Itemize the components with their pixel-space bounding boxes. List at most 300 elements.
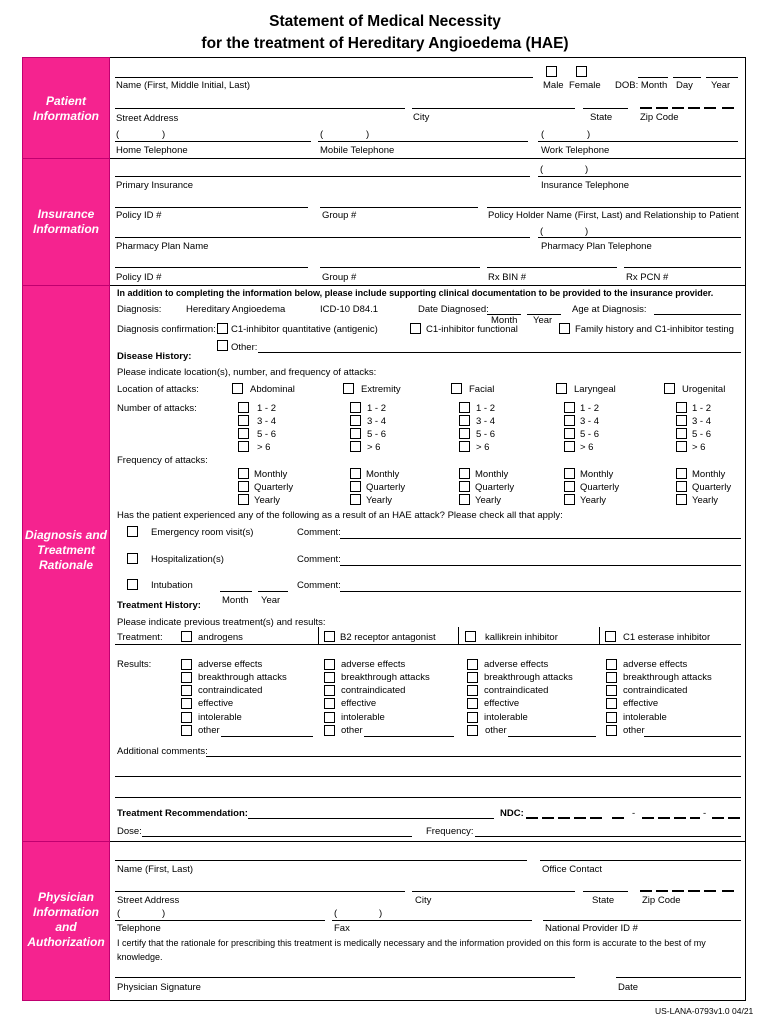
- zip-dash: [688, 107, 700, 109]
- result-option: effective: [198, 698, 234, 709]
- date-line[interactable]: [616, 977, 741, 978]
- physician-tel-label: Telephone: [117, 923, 161, 934]
- location-laryngeal-checkbox[interactable]: [556, 383, 567, 394]
- policy-id2-label: Policy ID #: [116, 272, 162, 283]
- mobile-tel-line[interactable]: [318, 141, 528, 142]
- result-option: other: [341, 725, 363, 736]
- npi-label: National Provider ID #: [545, 923, 638, 934]
- npi-line[interactable]: [543, 920, 741, 921]
- state-line[interactable]: [583, 108, 628, 109]
- result-option: breakthrough attacks: [484, 672, 573, 683]
- holder-label: Policy Holder Name (First, Last) and Relationship to Patient: [488, 210, 739, 221]
- number-option: 3 - 4: [580, 416, 600, 427]
- city-label: City: [413, 112, 430, 123]
- frequency-option: Yearly: [254, 495, 281, 506]
- paren: (: [540, 226, 544, 237]
- treatment-month-label: Month: [222, 595, 249, 606]
- frequency-option: Quarterly: [254, 482, 294, 493]
- day-label: Day: [676, 80, 693, 91]
- ndc-dash: [558, 817, 570, 819]
- location-extremity-label: Extremity: [361, 384, 401, 395]
- c1-quant-label: C1-inhibitor quantitative (antigenic): [231, 324, 378, 335]
- group-line[interactable]: [320, 207, 478, 208]
- results-label: Results:: [117, 659, 152, 670]
- indicate-text: Please indicate location(s), number, and frequency of attacks:: [117, 367, 377, 378]
- female-label: Female: [569, 80, 601, 91]
- holder-line[interactable]: [487, 207, 741, 208]
- additional-comments-label: Additional comments:: [117, 746, 208, 757]
- zip-dash: [656, 107, 668, 109]
- zip-dash: [640, 890, 652, 892]
- number-option: > 6: [257, 442, 271, 453]
- number-option: > 6: [476, 442, 490, 453]
- result-checkbox[interactable]: [181, 725, 192, 736]
- paren: ): [366, 129, 370, 140]
- section-divider: [108, 158, 746, 159]
- frequency-option: Quarterly: [366, 482, 406, 493]
- form-title: Statement of Medical Necessity: [269, 13, 501, 30]
- additional-comments-line[interactable]: [115, 776, 741, 777]
- treatment-year-line[interactable]: [258, 591, 288, 592]
- result-option: effective: [341, 698, 377, 709]
- diagnosis-label: Diagnosis:: [117, 304, 162, 315]
- office-contact-label: Office Contact: [542, 864, 603, 875]
- physician-street-line[interactable]: [115, 891, 405, 892]
- frequency-checkbox[interactable]: [350, 481, 361, 492]
- hosp-checkbox[interactable]: [127, 553, 138, 564]
- result-other-line[interactable]: [221, 736, 313, 737]
- result-option: adverse effects: [341, 659, 406, 670]
- physician-state-label: State: [592, 895, 615, 906]
- result-checkbox[interactable]: [606, 712, 617, 723]
- frequency-checkbox[interactable]: [459, 468, 470, 479]
- intro-text: In addition to completing the information below, please include supporting clinical documentation to be provided to the insurance provider.: [117, 288, 714, 298]
- signature-line[interactable]: [115, 977, 575, 978]
- physician-section-label: Physician Information and Authorization: [22, 841, 110, 1001]
- result-option: adverse effects: [484, 659, 549, 670]
- number-option: 1 - 2: [476, 403, 496, 414]
- number-checkbox[interactable]: [238, 428, 249, 439]
- number-checkbox[interactable]: [564, 441, 575, 452]
- age-line[interactable]: [654, 314, 741, 315]
- group-label: Group #: [322, 210, 357, 221]
- result-checkbox[interactable]: [467, 712, 478, 723]
- result-option: breakthrough attacks: [341, 672, 430, 683]
- frequency-option: Quarterly: [692, 482, 732, 493]
- result-checkbox[interactable]: [606, 659, 617, 670]
- number-checkbox[interactable]: [459, 402, 470, 413]
- c1-quant-checkbox[interactable]: [217, 323, 228, 334]
- policy-id-line[interactable]: [115, 207, 308, 208]
- paren: ): [162, 129, 166, 140]
- rx-bin-label: Rx BIN #: [488, 272, 527, 283]
- kallikrein-checkbox[interactable]: [465, 631, 476, 642]
- year-label: Year: [533, 315, 553, 326]
- dob-label: DOB: Month: [615, 80, 668, 91]
- c1-func-label: C1-inhibitor functional: [426, 324, 518, 335]
- result-checkbox[interactable]: [181, 712, 192, 723]
- insurance-section-label: Insurance Information: [22, 158, 110, 286]
- dose-label: Dose:: [117, 826, 142, 837]
- zip-dash: [672, 107, 684, 109]
- physician-zip-label: Zip Code: [642, 895, 681, 906]
- c1-esterase-checkbox[interactable]: [605, 631, 616, 642]
- paren: (: [540, 164, 544, 175]
- paren: (: [320, 129, 324, 140]
- state-label: State: [590, 112, 613, 123]
- zip-label: Zip Code: [640, 112, 679, 123]
- result-option: contraindicated: [484, 685, 549, 696]
- number-label: Number of attacks:: [117, 403, 197, 414]
- paren: ): [585, 226, 589, 237]
- year-label: Year: [711, 80, 731, 91]
- treatment-year-label: Year: [261, 595, 281, 606]
- city-line[interactable]: [412, 108, 575, 109]
- frequency-option: Yearly: [692, 495, 719, 506]
- policy-id2-line[interactable]: [115, 267, 308, 268]
- number-option: > 6: [367, 442, 381, 453]
- frequency-checkbox[interactable]: [564, 468, 575, 479]
- result-option: breakthrough attacks: [198, 672, 287, 683]
- location-abdominal-label: Abdominal: [250, 384, 295, 395]
- result-option: adverse effects: [623, 659, 688, 670]
- insurance-tel-label: Insurance Telephone: [541, 180, 630, 191]
- number-checkbox[interactable]: [238, 441, 249, 452]
- paren: ): [585, 164, 589, 175]
- primary-insurance-line[interactable]: [115, 176, 530, 177]
- additional-comments-line[interactable]: [206, 756, 741, 757]
- number-option: 5 - 6: [367, 429, 387, 440]
- paren: (: [334, 908, 338, 919]
- recommendation-label: Treatment Recommendation:: [117, 808, 248, 819]
- result-option: effective: [484, 698, 520, 709]
- result-checkbox[interactable]: [467, 659, 478, 670]
- result-option: intolerable: [623, 712, 667, 723]
- date-label: Date: [618, 982, 639, 993]
- ndc-dash: [526, 817, 538, 819]
- ndc-dash: [712, 817, 724, 819]
- frequency-option: Yearly: [366, 495, 393, 506]
- home-tel-line[interactable]: [115, 141, 311, 142]
- result-option: other: [198, 725, 220, 736]
- zip-dash: [640, 107, 652, 109]
- result-checkbox[interactable]: [324, 659, 335, 670]
- frequency-option: Quarterly: [475, 482, 515, 493]
- other-line[interactable]: [258, 352, 741, 353]
- frequency-option: Monthly: [580, 469, 614, 480]
- male-checkbox[interactable]: [546, 66, 557, 77]
- frequency-option: Monthly: [692, 469, 726, 480]
- number-option: 5 - 6: [692, 429, 712, 440]
- result-option: effective: [623, 698, 659, 709]
- result-option: contraindicated: [623, 685, 688, 696]
- paren: (: [116, 129, 120, 140]
- result-checkbox[interactable]: [606, 698, 617, 709]
- number-option: 3 - 4: [476, 416, 496, 427]
- frequency-checkbox[interactable]: [350, 494, 361, 505]
- diagnosis-value: Hereditary Angioedema: [186, 304, 286, 315]
- c1-esterase-label: C1 esterase inhibitor: [623, 632, 711, 643]
- signature-label: Physician Signature: [117, 982, 201, 993]
- result-checkbox[interactable]: [606, 672, 617, 683]
- result-other-line[interactable]: [644, 736, 741, 737]
- er-checkbox[interactable]: [127, 526, 138, 537]
- number-option: 1 - 2: [367, 403, 387, 414]
- b2-checkbox[interactable]: [324, 631, 335, 642]
- number-checkbox[interactable]: [564, 402, 575, 413]
- number-checkbox[interactable]: [459, 415, 470, 426]
- frequency-option: Monthly: [475, 469, 509, 480]
- rx-bin-line[interactable]: [487, 267, 617, 268]
- zip-dash: [704, 890, 716, 892]
- number-option: 3 - 4: [692, 416, 712, 427]
- result-option: contraindicated: [198, 685, 263, 696]
- frequency-checkbox[interactable]: [564, 481, 575, 492]
- ndc-dash: [542, 817, 554, 819]
- location-laryngeal-label: Laryngeal: [574, 384, 616, 395]
- number-checkbox[interactable]: [676, 402, 687, 413]
- pharmacy-plan-label: Pharmacy Plan Name: [116, 241, 209, 252]
- number-option: > 6: [692, 442, 706, 453]
- result-option: adverse effects: [198, 659, 263, 670]
- number-checkbox[interactable]: [459, 428, 470, 439]
- frequency-option: Quarterly: [580, 482, 620, 493]
- result-checkbox[interactable]: [324, 685, 335, 696]
- ndc-dash: [642, 817, 654, 819]
- intub-comment-line[interactable]: [340, 591, 741, 592]
- location-facial-checkbox[interactable]: [451, 383, 462, 394]
- treatment-row-line: [115, 644, 741, 645]
- form-subtitle: for the treatment of Hereditary Angioedema (HAE): [201, 35, 569, 52]
- result-checkbox[interactable]: [324, 712, 335, 723]
- ndc-separator: -: [703, 808, 707, 819]
- pharmacy-tel-line[interactable]: [538, 237, 741, 238]
- paren: (: [541, 129, 545, 140]
- physician-name-label: Name (First, Last): [117, 864, 194, 875]
- physician-city-label: City: [415, 895, 432, 906]
- disease-history-heading: Disease History:: [117, 351, 192, 362]
- location-urogenital-checkbox[interactable]: [664, 383, 675, 394]
- dob-month-line[interactable]: [638, 77, 668, 78]
- number-checkbox[interactable]: [564, 415, 575, 426]
- age-label: Age at Diagnosis:: [572, 304, 647, 315]
- number-option: 1 - 2: [692, 403, 712, 414]
- treatment-history-heading: Treatment History:: [117, 600, 201, 611]
- frequency-checkbox[interactable]: [238, 481, 249, 492]
- frequency-checkbox[interactable]: [676, 494, 687, 505]
- frequency-option: Yearly: [475, 495, 502, 506]
- ndc-dash: [658, 817, 670, 819]
- number-checkbox[interactable]: [676, 415, 687, 426]
- number-checkbox[interactable]: [676, 428, 687, 439]
- zip-dash: [704, 107, 716, 109]
- intub-checkbox[interactable]: [127, 579, 138, 590]
- location-label: Location of attacks:: [117, 384, 199, 395]
- previous-treatment-text: Please indicate previous treatment(s) and results:: [117, 617, 326, 628]
- frequency-label: Frequency of attacks:: [117, 455, 208, 466]
- number-checkbox[interactable]: [350, 428, 361, 439]
- frequency-checkbox[interactable]: [238, 494, 249, 505]
- family-history-checkbox[interactable]: [559, 323, 570, 334]
- physician-street-label: Street Address: [117, 895, 180, 906]
- result-checkbox[interactable]: [324, 672, 335, 683]
- number-checkbox[interactable]: [350, 402, 361, 413]
- result-option: other: [623, 725, 645, 736]
- number-option: 3 - 4: [257, 416, 277, 427]
- treatment-label: Treatment:: [117, 632, 163, 643]
- dob-year-line[interactable]: [706, 77, 738, 78]
- ndc-label: NDC:: [500, 808, 524, 819]
- zip-dash: [656, 890, 668, 892]
- ndc-dash: [674, 817, 686, 819]
- certification-text-cont: knowledge.: [117, 952, 163, 962]
- result-option: other: [485, 725, 507, 736]
- name-field-line[interactable]: [115, 77, 533, 78]
- result-checkbox[interactable]: [467, 685, 478, 696]
- rx-pcn-line[interactable]: [624, 267, 741, 268]
- treatment-col-divider: [458, 627, 459, 644]
- other-label: Other:: [231, 342, 258, 353]
- frequency-checkbox[interactable]: [238, 468, 249, 479]
- result-checkbox[interactable]: [467, 672, 478, 683]
- result-other-line[interactable]: [364, 736, 454, 737]
- male-label: Male: [543, 80, 564, 91]
- dob-day-line[interactable]: [673, 77, 701, 78]
- number-checkbox[interactable]: [238, 415, 249, 426]
- location-urogenital-label: Urogenital: [682, 384, 726, 395]
- result-option: breakthrough attacks: [623, 672, 712, 683]
- pharmacy-plan-line[interactable]: [115, 237, 530, 238]
- treatment-month-line[interactable]: [220, 591, 252, 592]
- dose-line[interactable]: [142, 836, 412, 837]
- frequency-checkbox[interactable]: [459, 481, 470, 492]
- location-facial-label: Facial: [469, 384, 495, 395]
- paren: ): [162, 908, 166, 919]
- recommendation-line[interactable]: [248, 818, 494, 819]
- result-option: contraindicated: [341, 685, 406, 696]
- frequency-option: Monthly: [254, 469, 288, 480]
- pharmacy-tel-label: Pharmacy Plan Telephone: [541, 241, 652, 252]
- primary-insurance-label: Primary Insurance: [116, 180, 194, 191]
- result-checkbox[interactable]: [181, 672, 192, 683]
- ndc-dash: [690, 817, 700, 819]
- result-checkbox[interactable]: [181, 685, 192, 696]
- office-contact-line[interactable]: [540, 860, 741, 861]
- androgens-label: androgens: [198, 632, 243, 643]
- number-option: 1 - 2: [580, 403, 600, 414]
- treatment-col-divider: [318, 627, 319, 644]
- date-diagnosed-label: Date Diagnosed:: [418, 304, 489, 315]
- ndc-dash: [590, 817, 602, 819]
- result-checkbox[interactable]: [467, 698, 478, 709]
- hosp-label: Hospitalization(s): [151, 554, 224, 565]
- paren: ): [379, 908, 383, 919]
- b2-label: B2 receptor antagonist: [340, 632, 436, 643]
- section-divider: [108, 285, 746, 286]
- number-option: 5 - 6: [257, 429, 277, 440]
- frequency-checkbox[interactable]: [676, 481, 687, 492]
- name-label: Name (First, Middle Initial, Last): [116, 80, 251, 91]
- additional-comments-line[interactable]: [115, 797, 741, 798]
- experienced-question: Has the patient experienced any of the following as a result of an HAE attack? Please check all that apply:: [117, 510, 563, 521]
- number-checkbox[interactable]: [350, 415, 361, 426]
- result-checkbox[interactable]: [606, 685, 617, 696]
- frequency-checkbox[interactable]: [459, 494, 470, 505]
- zip-dash: [688, 890, 700, 892]
- number-checkbox[interactable]: [676, 441, 687, 452]
- diagnosis-section-label: Diagnosis and Treatment Rationale: [22, 285, 110, 842]
- physician-state-line[interactable]: [583, 891, 628, 892]
- c1-func-checkbox[interactable]: [410, 323, 421, 334]
- result-checkbox[interactable]: [181, 659, 192, 670]
- treatment-col-divider: [599, 627, 600, 644]
- other-checkbox[interactable]: [217, 340, 228, 351]
- frequency-checkbox[interactable]: [676, 468, 687, 479]
- number-checkbox[interactable]: [238, 402, 249, 413]
- insurance-tel-line[interactable]: [538, 176, 741, 177]
- frequency-checkbox[interactable]: [350, 468, 361, 479]
- number-option: 3 - 4: [367, 416, 387, 427]
- footer-code: US-LANA-0793v1.0 04/21: [655, 1006, 754, 1016]
- street-line[interactable]: [115, 108, 405, 109]
- physician-name-line[interactable]: [115, 860, 527, 861]
- location-abdominal-checkbox[interactable]: [232, 383, 243, 394]
- zip-dash: [722, 890, 734, 892]
- ndc-separator: -: [632, 808, 636, 819]
- hosp-comment-line[interactable]: [340, 565, 741, 566]
- section-divider: [108, 841, 746, 842]
- result-checkbox[interactable]: [467, 725, 478, 736]
- frequency-checkbox[interactable]: [564, 494, 575, 505]
- number-checkbox[interactable]: [564, 428, 575, 439]
- physician-city-line[interactable]: [412, 891, 575, 892]
- result-checkbox[interactable]: [181, 698, 192, 709]
- result-checkbox[interactable]: [324, 698, 335, 709]
- er-comment-line[interactable]: [340, 538, 741, 539]
- result-checkbox[interactable]: [606, 725, 617, 736]
- physician-tel-line[interactable]: [115, 920, 325, 921]
- female-checkbox[interactable]: [576, 66, 587, 77]
- frequency-field-label: Frequency:: [426, 826, 474, 837]
- kallikrein-label: kallikrein inhibitor: [485, 632, 558, 643]
- result-checkbox[interactable]: [324, 725, 335, 736]
- ndc-dash: [728, 817, 740, 819]
- number-checkbox[interactable]: [350, 441, 361, 452]
- number-option: 5 - 6: [580, 429, 600, 440]
- location-extremity-checkbox[interactable]: [343, 383, 354, 394]
- result-other-line[interactable]: [508, 736, 596, 737]
- group2-line[interactable]: [320, 267, 480, 268]
- physician-fax-line[interactable]: [332, 920, 532, 921]
- policy-id-label: Policy ID #: [116, 210, 162, 221]
- intub-comment-label: Comment:: [297, 580, 341, 591]
- certification-text: I certify that the rationale for prescribing this treatment is medically necessary and the information provided on this form is accurate to the best of my: [117, 938, 706, 948]
- confirmation-label: Diagnosis confirmation:: [117, 324, 216, 335]
- ndc-dash: [612, 817, 624, 819]
- number-checkbox[interactable]: [459, 441, 470, 452]
- frequency-option: Yearly: [580, 495, 607, 506]
- work-tel-label: Work Telephone: [541, 145, 610, 156]
- intub-label: Intubation: [151, 580, 193, 591]
- zip-dash: [672, 890, 684, 892]
- frequency-line[interactable]: [475, 836, 741, 837]
- work-tel-line[interactable]: [538, 141, 738, 142]
- androgens-checkbox[interactable]: [181, 631, 192, 642]
- paren: (: [117, 908, 121, 919]
- number-option: > 6: [580, 442, 594, 453]
- er-label: Emergency room visit(s): [151, 527, 254, 538]
- er-comment-label: Comment:: [297, 527, 341, 538]
